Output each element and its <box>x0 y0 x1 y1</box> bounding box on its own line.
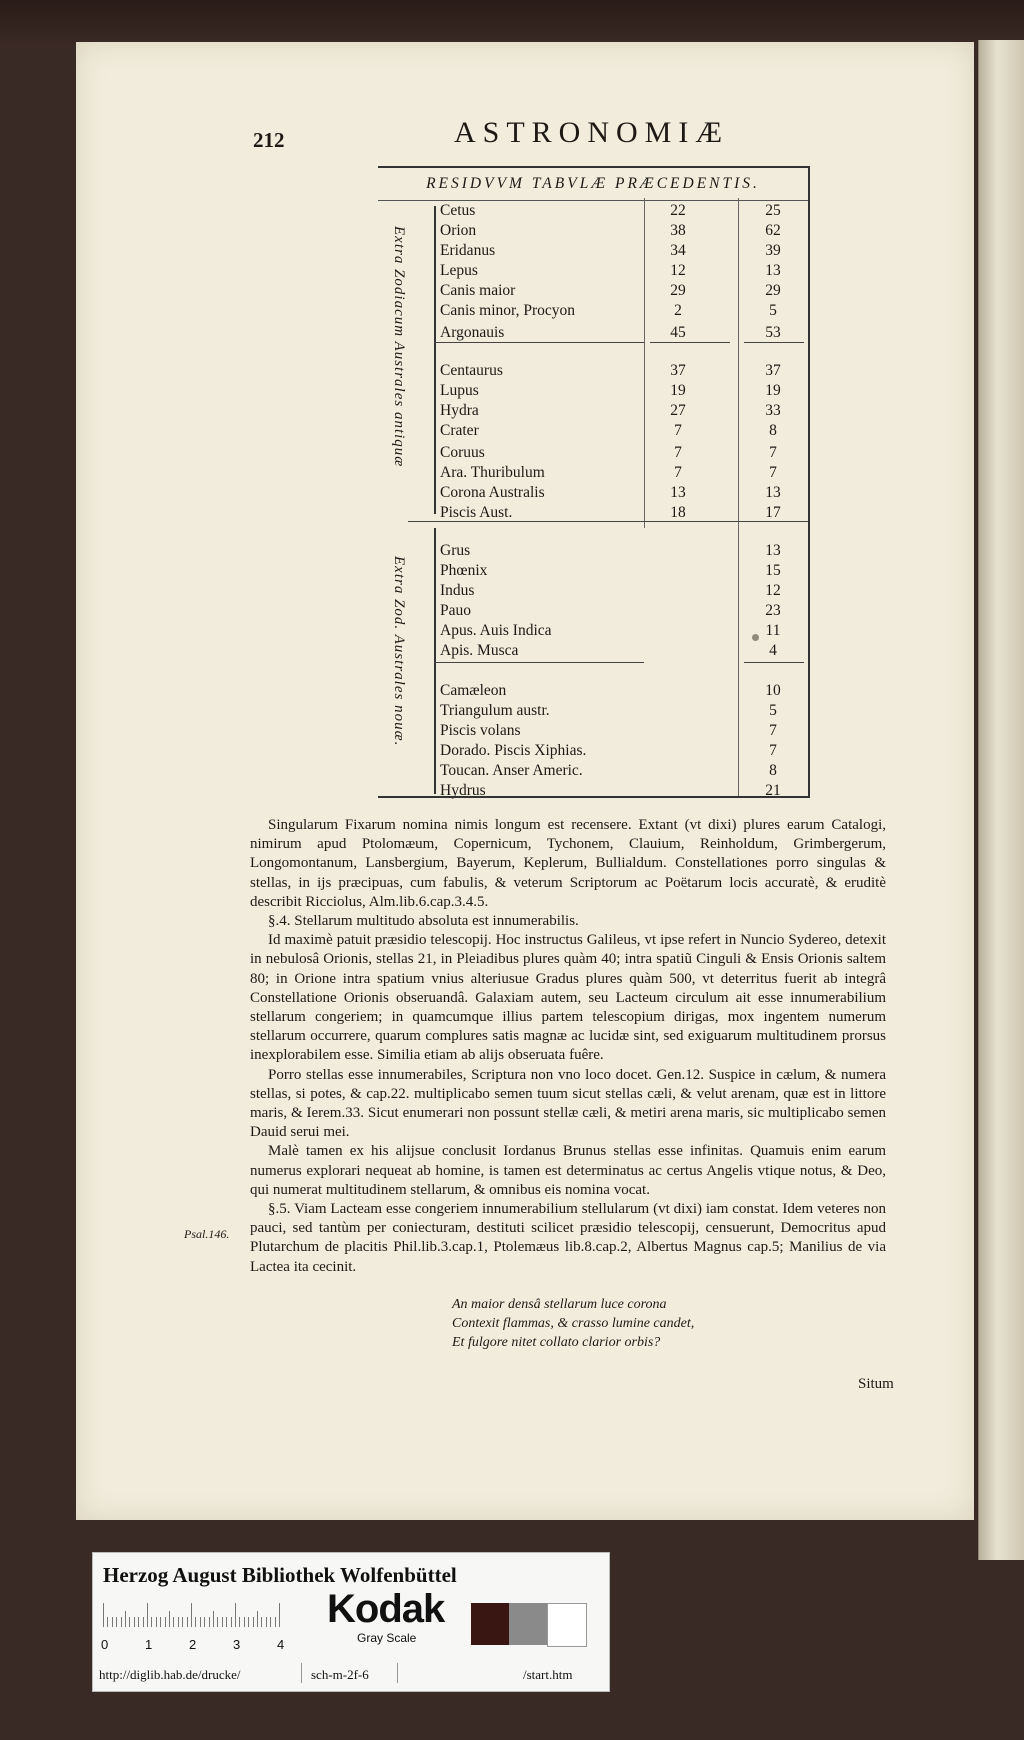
ruler-tick <box>143 1617 144 1627</box>
constellation-name: Triangulum austr. <box>440 702 550 719</box>
constellation-name: Apis. Musca <box>440 642 519 659</box>
star-count-new: 15 <box>765 562 781 579</box>
ruler-tick <box>173 1617 174 1627</box>
ruler-tick <box>178 1617 179 1627</box>
ruler-tick <box>209 1617 210 1627</box>
table-row <box>378 222 808 243</box>
ruler-tick <box>125 1611 126 1627</box>
ruler-tick <box>151 1617 152 1627</box>
ruler-tick <box>253 1617 254 1627</box>
star-count-old: 13 <box>670 484 686 501</box>
table-row <box>378 464 808 485</box>
paragraph: Singularum Fixarum nomina nimis longum est recensere. Extant (vt dixi) plures earum Catalogi, nimirum apud Ptolomæum, Copernicum, Tychonem, Clauium, Reinholdum, Grimbergerum, Longomontanum, Lansbergium, Bayerum, Keplerum, Bullialdum. Constellationes porro singulas & stellas, in ijs præcipuas, cum fabulis, & veterum Scriptorum ac Poëtarum locis accuratè, & eruditè describit Ricciolus, Alm.lib.6.cap.3.4.5. <box>250 817 886 910</box>
ruler-tick <box>116 1617 117 1627</box>
library-color-card <box>92 1552 610 1692</box>
url-link[interactable]: http://diglib.hab.de/drucke/ <box>99 1667 241 1682</box>
ruler-tick <box>231 1617 232 1627</box>
ruler-tick <box>261 1617 262 1627</box>
ruler-tick <box>279 1603 280 1627</box>
ruler-number: 2 <box>189 1637 197 1652</box>
constellation-name: Argonauis <box>440 324 505 341</box>
ruler-tick <box>182 1617 183 1627</box>
divider <box>301 1663 302 1683</box>
ruler-tick <box>270 1617 271 1627</box>
start-link[interactable]: /start.htm <box>523 1667 573 1682</box>
ruler-tick <box>107 1617 108 1627</box>
ruler-tick <box>169 1611 170 1627</box>
table-row <box>378 682 808 703</box>
table-row <box>378 582 808 603</box>
ruler-number: 4 <box>277 1637 285 1652</box>
ruler-tick <box>204 1617 205 1627</box>
star-count-old: 7 <box>674 422 682 439</box>
constellation-name: Apus. Auis Indica <box>440 622 552 639</box>
star-count-new: 13 <box>765 484 781 501</box>
poem-line: An maior densâ stellarum luce corona <box>452 1297 667 1312</box>
ruler-tick <box>239 1617 240 1627</box>
star-count-old: 7 <box>674 464 682 481</box>
constellation-name: Pauo <box>440 602 471 619</box>
star-count-new: 8 <box>769 422 777 439</box>
star-count-new: 37 <box>765 362 781 379</box>
table-row <box>378 444 808 465</box>
star-count-old: 22 <box>670 202 686 219</box>
divider <box>397 1663 398 1683</box>
poem-line: Et fulgore nitet collato clarior orbis? <box>452 1335 661 1350</box>
constellation-name: Dorado. Piscis Xiphias. <box>440 742 587 759</box>
star-count-old: 18 <box>670 504 686 521</box>
ruler-tick <box>200 1617 201 1627</box>
star-count-new: 11 <box>765 622 781 639</box>
swatch-white <box>547 1603 587 1647</box>
table-row <box>378 622 808 643</box>
constellation-name: Canis minor, Procyon <box>440 302 575 319</box>
table-row <box>378 382 808 403</box>
ruler-tick <box>275 1617 276 1627</box>
book-page <box>76 42 974 1520</box>
ruler-tick <box>257 1611 258 1627</box>
constellation-name: Grus <box>440 542 471 559</box>
paragraph: §.5. Viam Lacteam esse congeriem innumerabilium stellularum (vt dixi) iam constat. Idem veteres non pauci, sed tantùm per coniecturam, destituti scilicet præsidio telescopij, censuerunt, Democritus apud Plutarchum de placitis Phil.lib.3.cap.1, Ptolemæus lib.8.cap.2, Albertus Magnus cap.5; Manilius de via Lactea ita cecinit. <box>250 1201 886 1275</box>
ruler <box>103 1601 293 1627</box>
star-count-old: 2 <box>674 302 682 319</box>
page-number: 212 <box>253 128 285 152</box>
constellation-name: Piscis volans <box>440 722 521 739</box>
constellation-name: Crater <box>440 422 479 439</box>
ruler-tick <box>266 1617 267 1627</box>
ruler-tick <box>134 1617 135 1627</box>
star-count-old: 29 <box>670 282 686 299</box>
constellation-name: Hydra <box>440 402 479 419</box>
constellation-name: Eridanus <box>440 242 496 259</box>
ruler-tick <box>147 1603 148 1627</box>
table-row <box>378 202 808 223</box>
adjacent-page-edge <box>978 40 1024 1560</box>
star-count-old: 12 <box>670 262 686 279</box>
table-row <box>378 542 808 563</box>
body-text <box>250 816 886 1277</box>
star-count-new: 7 <box>769 722 777 739</box>
ruler-number: 1 <box>145 1637 153 1652</box>
ruler-tick <box>248 1617 249 1627</box>
ruler-tick <box>217 1617 218 1627</box>
constellation-name: Toucan. Anser Americ. <box>440 762 583 779</box>
star-count-new: 12 <box>765 582 781 599</box>
ruler-tick <box>191 1603 192 1627</box>
poem-line: Contexit flammas, & crasso lumine candet, <box>452 1316 695 1331</box>
kodak-logo: Kodak <box>327 1587 445 1631</box>
star-count-new: 33 <box>765 402 781 419</box>
page-header <box>76 116 974 156</box>
ruler-number: 0 <box>101 1637 109 1652</box>
poem <box>452 1295 694 1352</box>
constellation-name: Canis maior <box>440 282 516 299</box>
ruler-tick <box>103 1603 104 1627</box>
star-count-new: 23 <box>765 602 781 619</box>
star-count-old: 37 <box>670 362 686 379</box>
paragraph: Porro stellas esse innumerabiles, Scriptura non vno loco docet. Gen.12. Suspice in cælum, & numera stellas, si potes, & cap.22. multiplicabo semen tuum sicut stellas cæli, & velut arenam, quæ est in littore maris, & Ierem.33. Sicut enumerari non possunt stellæ cæli, & metiri arena maris, sic multiplicabo semen Dauid serui mei. <box>250 1066 886 1141</box>
table-row <box>378 282 808 303</box>
constellation-name: Camæleon <box>440 682 507 699</box>
constellation-name: Centaurus <box>440 362 503 379</box>
constellation-name: Phœnix <box>440 562 488 579</box>
constellation-table <box>378 166 810 798</box>
ruler-tick <box>222 1617 223 1627</box>
ruler-tick <box>187 1617 188 1627</box>
star-count-old: 45 <box>670 324 686 341</box>
ruler-tick <box>112 1617 113 1627</box>
ruler-number: 3 <box>233 1637 241 1652</box>
star-count-new: 7 <box>769 464 777 481</box>
star-count-old: 27 <box>670 402 686 419</box>
section-heading: §.4. Stellarum multitudo absoluta est innumerabilis. <box>268 913 579 930</box>
margin-note: Psal.146. <box>184 1227 230 1241</box>
star-count-old: 19 <box>670 382 686 399</box>
table-row <box>378 782 808 803</box>
ruler-tick <box>195 1617 196 1627</box>
star-count-new: 29 <box>765 282 781 299</box>
table-bottom-rule <box>378 796 808 798</box>
star-count-new: 53 <box>765 324 781 341</box>
star-count-new: 62 <box>765 222 781 239</box>
table-row <box>378 504 808 525</box>
star-count-new: 7 <box>769 444 777 461</box>
catchword: Situm <box>858 1376 894 1392</box>
star-count-new: 13 <box>765 542 781 559</box>
table-row <box>378 562 808 583</box>
star-count-new: 5 <box>769 702 777 719</box>
star-count-old: 38 <box>670 222 686 239</box>
table-row <box>378 742 808 763</box>
table-row <box>378 242 808 263</box>
star-count-new: 13 <box>765 262 781 279</box>
constellation-name: Corona Australis <box>440 484 545 501</box>
constellation-name: Orion <box>440 222 477 239</box>
group-label-new: Extra Zod. Australes nouæ. <box>391 556 407 747</box>
running-title: ASTRONOMIÆ <box>454 116 730 149</box>
star-count-new: 8 <box>769 762 777 779</box>
ruler-tick <box>138 1617 139 1627</box>
ruler-tick <box>244 1617 245 1627</box>
constellation-name: Ara. Thuribulum <box>440 464 545 481</box>
star-count-old: 34 <box>670 242 686 259</box>
star-count-new: 39 <box>765 242 781 259</box>
star-count-new: 21 <box>765 782 781 799</box>
constellation-name: Indus <box>440 582 475 599</box>
table-caption: RESIDVVM TABVLÆ PRÆCEDENTIS. <box>378 166 808 201</box>
table-row <box>378 402 808 423</box>
table-row <box>378 362 808 383</box>
paragraph: Id maximè patuit præsidio telescopij. Hoc instructus Galileus, vt ipse refert in Nuncio Sydereo, detexit in nebulosâ Orionis, stellas 21, in Pleiadibus plures quàm 40; intra spatiũ Cinguli & Ensis Orionis saltem 80; in Orione intra spatium vnius alteriusue Gradus plures quàm 500, vt deterritus fuerit ab integrâ Constellatione Orionis obseruandâ. Galaxiam autem, seu Lacteum circulum ait esse innumerabilium stellarum congeriem; in quamcumque illius partem telescopium dirigas, mox ingentem numerum stellarum occurrere, quarum complures satis magnæ ac lucidæ sint, sed exiguarum multitudinem prorsus inexplorabilem esse. Similia etiam ab alijs obseruata fuêre. <box>250 932 886 1064</box>
table-row <box>378 484 808 505</box>
table-row <box>378 702 808 723</box>
table-row <box>378 642 808 663</box>
ruler-tick <box>160 1617 161 1627</box>
ruler-tick <box>226 1617 227 1627</box>
star-count-new: 10 <box>765 682 781 699</box>
group-label-old: Extra Zodiacum Australes antiquæ <box>391 226 407 468</box>
constellation-name: Lupus <box>440 382 479 399</box>
table-row <box>378 302 808 323</box>
ruler-tick <box>156 1617 157 1627</box>
table-row <box>378 262 808 283</box>
paragraph: Malè tamen ex his alijsue conclusit Iordanus Brunus stellas esse infinitas. Quamuis enim earum numerus explorari nequeat ab homine, is tamen est determinatus ac certus Angelis vtique notus, & Deo, qui numerat multitudinem stellarum, & omnibus eis nomina vocat. <box>250 1143 886 1198</box>
swatch-gray <box>509 1603 547 1645</box>
table-row <box>378 324 808 345</box>
ruler-tick <box>121 1617 122 1627</box>
constellation-name: Hydrus <box>440 782 486 799</box>
paper-spot <box>752 634 759 641</box>
constellation-name: Lepus <box>440 262 478 279</box>
ruler-tick <box>235 1603 236 1627</box>
star-count-new: 17 <box>765 504 781 521</box>
table-row <box>378 722 808 743</box>
star-count-new: 5 <box>769 302 777 319</box>
shelfmark: sch-m-2f-6 <box>311 1667 369 1682</box>
ruler-tick <box>165 1617 166 1627</box>
table-row <box>378 762 808 783</box>
table-row <box>378 602 808 623</box>
ruler-tick <box>129 1617 130 1627</box>
constellation-name: Coruus <box>440 444 485 461</box>
constellation-name: Cetus <box>440 202 476 219</box>
constellation-name: Piscis Aust. <box>440 504 513 521</box>
table-row <box>378 422 808 443</box>
star-count-new: 4 <box>769 642 777 659</box>
ruler-tick <box>213 1611 214 1627</box>
library-name: Herzog August Bibliothek Wolfenbüttel <box>103 1563 457 1587</box>
star-count-new: 7 <box>769 742 777 759</box>
gray-scale-label: Gray Scale <box>357 1631 417 1645</box>
star-count-new: 25 <box>765 202 781 219</box>
scan-border-top <box>0 0 1024 48</box>
star-count-old: 7 <box>674 444 682 461</box>
swatch-dark <box>471 1603 509 1645</box>
star-count-new: 19 <box>765 382 781 399</box>
